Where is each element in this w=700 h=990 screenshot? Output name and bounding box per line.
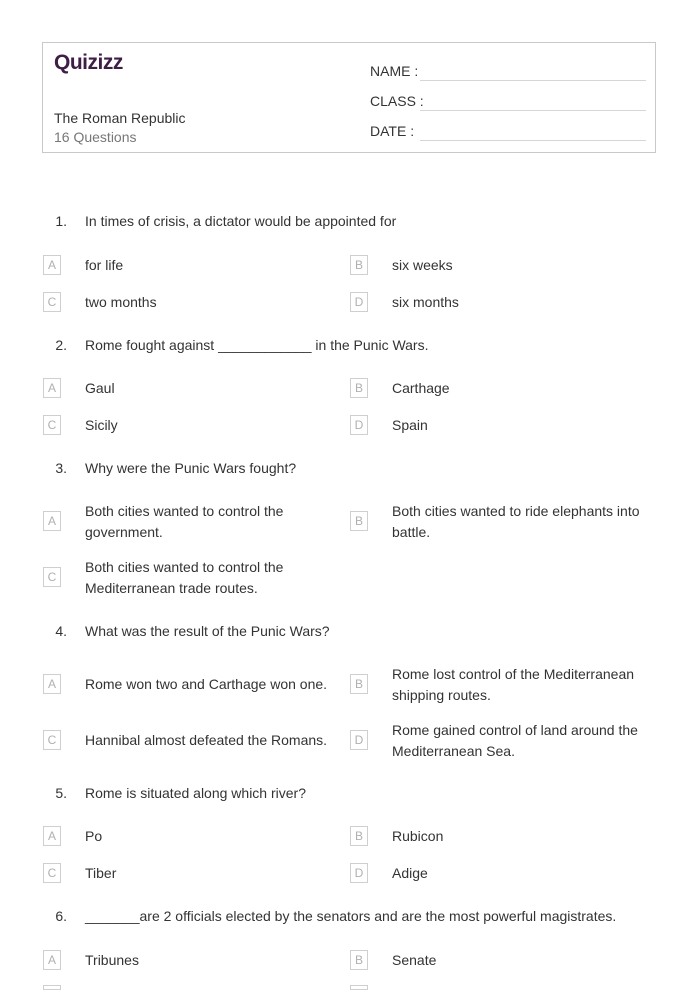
option-text: Carthage xyxy=(392,380,450,396)
option-letter: B xyxy=(350,950,368,970)
option-letter: A xyxy=(43,826,61,846)
option-letter: C xyxy=(43,730,61,750)
date-label: DATE : xyxy=(370,123,415,139)
date-field[interactable] xyxy=(370,119,646,141)
name-label: NAME : xyxy=(370,63,419,79)
option-text: two months xyxy=(85,294,157,310)
question-number: 5. xyxy=(55,785,67,801)
name-field[interactable] xyxy=(370,59,646,81)
option-text: Tribunes xyxy=(85,952,139,968)
option-letter: B xyxy=(350,674,368,694)
option-letter: D xyxy=(350,863,368,883)
option-text: Po xyxy=(85,828,103,844)
option-letter: A xyxy=(43,378,61,398)
question-number: 1. xyxy=(55,213,67,229)
option-letter: B xyxy=(350,255,368,275)
question-count: 16 Questions xyxy=(54,129,137,145)
question-text: What was the result of the Punic Wars? xyxy=(85,623,330,639)
option-letter: A xyxy=(43,255,61,275)
question-text: Why were the Punic Wars fought? xyxy=(85,460,297,476)
class-label: CLASS : xyxy=(370,93,424,109)
option-text: Tiber xyxy=(85,865,117,881)
option-text: Both cities wanted to control the Mediterranean trade routes. xyxy=(85,559,284,596)
option-text: six months xyxy=(392,294,459,310)
option-text: Both cities wanted to ride elephants into battle. xyxy=(392,503,640,540)
option-text: for life xyxy=(85,257,124,273)
option-letter: A xyxy=(43,950,61,970)
option-letter: D xyxy=(350,292,368,312)
quizizz-logo: Quizizz xyxy=(54,51,123,74)
option-text: Gaul xyxy=(85,380,115,396)
name-line xyxy=(420,80,646,81)
worksheet-title: The Roman Republic xyxy=(54,110,186,126)
question-text: _______are 2 officials elected by the senators and are the most powerful magistrates. xyxy=(85,908,617,924)
question-number: 2. xyxy=(55,337,67,353)
option-text: six weeks xyxy=(392,257,453,273)
option-letter: D xyxy=(350,730,368,750)
question-number: 6. xyxy=(55,908,67,924)
question-text: Rome fought against ____________ in the Punic Wars. xyxy=(85,337,429,353)
option-text: Rubicon xyxy=(392,828,444,844)
q6-option-d-box xyxy=(350,985,368,990)
option-letter: B xyxy=(350,511,368,531)
option-letter: D xyxy=(350,415,368,435)
option-text: Rome gained control of land around the Mediterranean Sea. xyxy=(392,722,638,759)
question-number: 3. xyxy=(55,460,67,476)
option-letter: A xyxy=(43,674,61,694)
option-letter: C xyxy=(43,863,61,883)
date-line xyxy=(420,140,646,141)
q6-option-c-box xyxy=(43,985,61,990)
option-text: Both cities wanted to control the government. xyxy=(85,503,284,540)
option-letter: A xyxy=(43,511,61,531)
option-letter: B xyxy=(350,826,368,846)
option-text: Rome lost control of the Mediterranean shipping routes. xyxy=(392,666,635,703)
worksheet-header xyxy=(42,42,656,153)
option-letter: C xyxy=(43,567,61,587)
option-text: Sicily xyxy=(85,417,118,433)
option-text: Adige xyxy=(392,865,428,881)
option-text: Hannibal almost defeated the Romans. xyxy=(85,732,328,748)
option-letter: C xyxy=(43,415,61,435)
option-letter: B xyxy=(350,378,368,398)
question-text: Rome is situated along which river? xyxy=(85,785,306,801)
option-text: Rome won two and Carthage won one. xyxy=(85,676,328,692)
option-letter: C xyxy=(43,292,61,312)
class-field[interactable] xyxy=(370,89,646,111)
question-text: In times of crisis, a dictator would be appointed for xyxy=(85,213,397,229)
class-line xyxy=(420,110,646,111)
option-text: Spain xyxy=(392,417,428,433)
option-text: Senate xyxy=(392,952,437,968)
question-number: 4. xyxy=(55,623,67,639)
